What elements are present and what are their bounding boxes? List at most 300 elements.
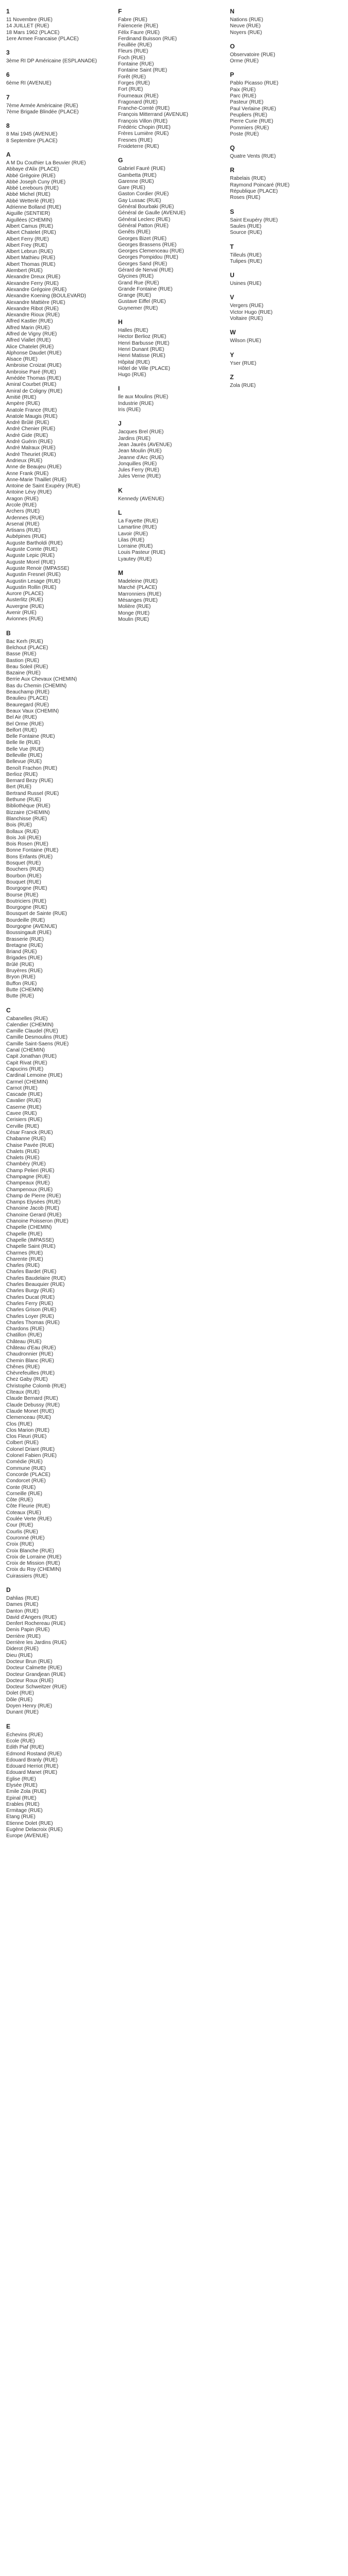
street-link[interactable]: Anne de Beaujeu (RUE)	[6, 464, 62, 470]
street-link[interactable]: Alfred Viallet (RUE)	[6, 337, 51, 344]
street-link[interactable]: Charles Burgy (RUE)	[6, 1288, 55, 1294]
street-link[interactable]: Albert Mathieu (RUE)	[6, 255, 56, 261]
street-link[interactable]: Claude Debussy (RUE)	[6, 1402, 60, 1408]
street-link[interactable]: Dolet (RUE)	[6, 1690, 34, 1697]
street-link[interactable]: Paul Verlaine (RUE)	[230, 106, 276, 112]
street-link[interactable]: Danton (RUE)	[6, 1608, 39, 1614]
street-link[interactable]: Ampère (RUE)	[6, 401, 40, 407]
street-link[interactable]: Fleurs (RUE)	[118, 48, 148, 55]
street-link[interactable]: Croix de Mission (RUE)	[6, 1561, 60, 1567]
street-link[interactable]: Derrière les Jardins (RUE)	[6, 1640, 67, 1646]
street-link[interactable]: Croix Blanche (RUE)	[6, 1548, 54, 1554]
street-link[interactable]: Chapelle Saint (RUE)	[6, 1244, 56, 1250]
street-link[interactable]: Boussingault (RUE)	[6, 930, 52, 936]
street-link[interactable]: Claude Monet (RUE)	[6, 1408, 54, 1414]
street-link[interactable]: Grange (RUE)	[118, 293, 151, 299]
street-link[interactable]: Bruyères (RUE)	[6, 968, 43, 974]
street-link[interactable]: Beauregard (RUE)	[6, 702, 49, 708]
street-link[interactable]: Bourgogne (AVENUE)	[6, 924, 57, 929]
street-link[interactable]: Henri Dunant (RUE)	[118, 346, 164, 352]
street-link[interactable]: Charles Loyer (RUE)	[6, 1313, 54, 1319]
street-link[interactable]: Alsace (RUE)	[6, 357, 38, 363]
street-link[interactable]: Avenir (RUE)	[6, 610, 37, 616]
street-link[interactable]: Denfert Rochereau (RUE)	[6, 1621, 66, 1627]
street-link[interactable]: Champ Pelieri (RUE)	[6, 1167, 55, 1174]
street-link[interactable]: Camille Desmoulins (RUE)	[6, 1035, 68, 1041]
street-link[interactable]: Abbé Michel (RUE)	[6, 192, 51, 198]
street-link[interactable]: Charles Ducat (RUE)	[6, 1294, 55, 1300]
street-link[interactable]: Hôpital (RUE)	[118, 359, 150, 365]
street-link[interactable]: Chênes (RUE)	[6, 1364, 40, 1370]
street-link[interactable]: Kennedy (AVENUE)	[118, 496, 164, 502]
street-link[interactable]: Courlis (RUE)	[6, 1529, 38, 1535]
street-link[interactable]: Bel Orme (RUE)	[6, 721, 44, 727]
street-link[interactable]: Gaston Cordier (RUE)	[118, 191, 169, 197]
street-link[interactable]: Alexandre Dreux (RUE)	[6, 274, 61, 280]
street-link[interactable]: Chanoine Gerard (RUE)	[6, 1212, 62, 1218]
street-link[interactable]: Iris (RUE)	[118, 407, 141, 413]
street-link[interactable]: Docteur Brun (RUE)	[6, 1658, 53, 1665]
street-link[interactable]: Cerville (RUE)	[6, 1123, 39, 1129]
street-link[interactable]: Côte (RUE)	[6, 1497, 33, 1503]
street-link[interactable]: Christophe Colomb (RUE)	[6, 1383, 67, 1389]
street-link[interactable]: Fort (RUE)	[118, 87, 143, 93]
street-link[interactable]: Bousquet de Sainte (RUE)	[6, 911, 67, 917]
street-link[interactable]: Côte Fleurie (RUE)	[6, 1503, 51, 1510]
street-link[interactable]: Benoît Frachon (RUE)	[6, 765, 57, 771]
street-link[interactable]: Chardons (RUE)	[6, 1326, 44, 1332]
street-link[interactable]: Rabelais (RUE)	[230, 176, 266, 182]
street-link[interactable]: Cavee (RUE)	[6, 1111, 37, 1117]
street-link[interactable]: Glycines (RUE)	[118, 274, 154, 280]
street-link[interactable]: Charente (RUE)	[6, 1256, 43, 1262]
street-link[interactable]: Champ de Pierre (RUE)	[6, 1193, 61, 1199]
street-link[interactable]: Bois Rosen (RUE)	[6, 841, 48, 848]
street-link[interactable]: Abbé Joseph Cuny (RUE)	[6, 179, 66, 185]
street-link[interactable]: Anne-Marie Thaillet (RUE)	[6, 477, 67, 483]
street-link[interactable]: Gambetta (RUE)	[118, 172, 157, 178]
street-link[interactable]: Croix de Lorraine (RUE)	[6, 1554, 62, 1560]
street-link[interactable]: Edmond Rostand (RUE)	[6, 1751, 62, 1757]
street-link[interactable]: Calendier (CHEMIN)	[6, 1022, 54, 1028]
street-link[interactable]: Alphonse Daudet (RUE)	[6, 350, 62, 356]
street-link[interactable]: Chalets (RUE)	[6, 1148, 40, 1155]
street-link[interactable]: Bourse (RUE)	[6, 892, 39, 898]
street-link[interactable]: Hôtel de Ville (PLACE)	[118, 365, 170, 371]
street-link[interactable]: Colonel Fabien (RUE)	[6, 1453, 57, 1459]
street-link[interactable]: Peupliers (RUE)	[230, 112, 268, 118]
street-link[interactable]: Yser (RUE)	[230, 360, 257, 366]
street-link[interactable]: Pasteur (RUE)	[230, 99, 264, 106]
street-link[interactable]: République (PLACE)	[230, 189, 278, 195]
street-link[interactable]: Docteur Calmette (RUE)	[6, 1665, 62, 1671]
street-link[interactable]: Bellevue (RUE)	[6, 759, 42, 765]
street-link[interactable]: Île aux Moulins (RUE)	[118, 394, 169, 400]
street-link[interactable]: Frédéric Chopin (RUE)	[118, 125, 171, 131]
street-link[interactable]: Diderot (RUE)	[6, 1646, 39, 1652]
street-link[interactable]: Abbé Lerebours (RUE)	[6, 185, 59, 192]
street-link[interactable]: André Chenier (RUE)	[6, 426, 56, 432]
street-link[interactable]: François Villon (RUE)	[118, 118, 168, 124]
street-link[interactable]: 7ème Armée Américaine (RUE)	[6, 103, 78, 109]
street-link[interactable]: Bourgogne (RUE)	[6, 886, 47, 892]
street-link[interactable]: Pablo Picasso (RUE)	[230, 80, 278, 87]
street-link[interactable]: Champeaux (RUE)	[6, 1180, 50, 1187]
street-link[interactable]: Fabre (RUE)	[118, 17, 147, 23]
street-link[interactable]: Champagne (RUE)	[6, 1174, 51, 1180]
street-link[interactable]: Champenoux (RUE)	[6, 1187, 53, 1193]
street-link[interactable]: Bertrand Russel (RUE)	[6, 790, 59, 796]
street-link[interactable]: Raymond Poincaré (RUE)	[230, 182, 290, 188]
street-link[interactable]: Bouquet (RUE)	[6, 879, 41, 885]
street-link[interactable]: Charles Ferry (RUE)	[6, 1300, 54, 1307]
street-link[interactable]: Albert Camus (RUE)	[6, 223, 54, 229]
street-link[interactable]: Bas du Chemin (CHEMIN)	[6, 683, 67, 689]
street-link[interactable]: Albert Frey (RUE)	[6, 242, 47, 248]
street-link[interactable]: Docteur Roux (RUE)	[6, 1677, 54, 1684]
street-link[interactable]: Lavoir (RUE)	[118, 531, 148, 537]
street-link[interactable]: Denis Papin (RUE)	[6, 1627, 50, 1633]
street-link[interactable]: Bourgogne (RUE)	[6, 905, 47, 911]
street-link[interactable]: Victor Hugo (RUE)	[230, 309, 273, 315]
street-link[interactable]: Charles Thomas (RUE)	[6, 1319, 60, 1326]
street-link[interactable]: Alice Chatelet (RUE)	[6, 344, 54, 350]
street-link[interactable]: Bibliothèque (RUE)	[6, 803, 51, 809]
street-link[interactable]: Bethune (RUE)	[6, 797, 41, 803]
street-link[interactable]: Molière (RUE)	[118, 604, 151, 610]
street-link[interactable]: Briand (RUE)	[6, 949, 37, 955]
street-link[interactable]: Brigades (RUE)	[6, 955, 43, 961]
street-link[interactable]: Zola (RUE)	[230, 382, 256, 388]
street-link[interactable]: Brûlé (RUE)	[6, 961, 34, 968]
street-link[interactable]: Église (RUE)	[6, 1776, 36, 1782]
street-link[interactable]: Ermitage (RUE)	[6, 1808, 43, 1814]
street-link[interactable]: Charles Bardet (RUE)	[6, 1269, 57, 1275]
street-link[interactable]: Alexandre Grégoire (RUE)	[6, 286, 67, 293]
street-link[interactable]: 1ere Armee Francaise (PLACE)	[6, 36, 79, 42]
street-link[interactable]: Aragon (RUE)	[6, 496, 39, 502]
street-link[interactable]: Genêts (RUE)	[118, 229, 151, 235]
street-link[interactable]: 6ème RI (AVENUE)	[6, 80, 52, 87]
street-link[interactable]: Fontaine (RUE)	[118, 61, 154, 67]
street-link[interactable]: Georges Clemenceau (RUE)	[118, 248, 184, 255]
street-link[interactable]: Chez Gaby (RUE)	[6, 1377, 48, 1383]
street-link[interactable]: Clos Fleuri (RUE)	[6, 1434, 47, 1440]
street-link[interactable]: Abbé Grégoire (RUE)	[6, 173, 56, 179]
street-link[interactable]: Arsenal (RUE)	[6, 521, 40, 527]
street-link[interactable]: Andrieux (RUE)	[6, 457, 43, 464]
street-link[interactable]: Gustave Eiffel (RUE)	[118, 299, 166, 305]
street-link[interactable]: Alfred Marin (RUE)	[6, 325, 50, 331]
street-link[interactable]: Feuillée (RUE)	[118, 42, 152, 48]
street-link[interactable]: Erables (RUE)	[6, 1801, 40, 1807]
street-link[interactable]: Dunant (RUE)	[6, 1709, 39, 1716]
street-link[interactable]: Boutriciers (RUE)	[6, 898, 46, 904]
street-link[interactable]: Industrie (RUE)	[118, 400, 154, 406]
street-link[interactable]: 18 Mars 1962 (PLACE)	[6, 29, 60, 36]
street-link[interactable]: Clos Marion (RUE)	[6, 1427, 49, 1433]
street-link[interactable]: Edith Piaf (RUE)	[6, 1744, 44, 1751]
street-link[interactable]: Gare (RUE)	[118, 185, 145, 191]
street-link[interactable]: Caserne (RUE)	[6, 1104, 42, 1110]
street-link[interactable]: Butte (CHEMIN)	[6, 987, 44, 993]
street-link[interactable]: Général Leclerc (RUE)	[118, 216, 171, 223]
street-link[interactable]: Albert Lebrun (RUE)	[6, 249, 53, 255]
street-link[interactable]: Auguste Lepic (RUE)	[6, 553, 55, 559]
street-link[interactable]: Vergers (RUE)	[230, 303, 264, 309]
street-link[interactable]: Bourdeille (RUE)	[6, 917, 45, 923]
street-link[interactable]: 11 Novembre (RUE)	[6, 17, 53, 23]
street-link[interactable]: Poste (RUE)	[230, 131, 259, 137]
street-link[interactable]: Guynemer (RUE)	[118, 305, 158, 311]
street-link[interactable]: Auguste Bartholdi (RUE)	[6, 540, 63, 546]
street-link[interactable]: Lamartine (RUE)	[118, 524, 157, 531]
street-link[interactable]: Alexandre Mattière (RUE)	[6, 299, 65, 306]
street-link[interactable]: Amiral Courbet (RUE)	[6, 382, 57, 388]
street-link[interactable]: Source (RUE)	[230, 230, 262, 236]
street-link[interactable]: Commune (RUE)	[6, 1465, 46, 1471]
street-link[interactable]: André Malraux (RUE)	[6, 445, 56, 451]
street-link[interactable]: Couronné (RUE)	[6, 1535, 45, 1541]
street-link[interactable]: Abbaye d'Alix (PLACE)	[6, 166, 59, 173]
street-link[interactable]: Clemenceau (RUE)	[6, 1415, 51, 1421]
street-link[interactable]: Bizzaire (CHEMIN)	[6, 809, 50, 816]
street-link[interactable]: Bonne Fontaine (RUE)	[6, 848, 59, 854]
street-link[interactable]: Charles Grison (RUE)	[6, 1307, 57, 1313]
street-link[interactable]: Bouchers (RUE)	[6, 867, 44, 873]
street-link[interactable]: Hugo (RUE)	[118, 372, 146, 378]
street-link[interactable]: Amédée Thomas (RUE)	[6, 376, 61, 382]
street-link[interactable]: Beaux Vaux (CHEMIN)	[6, 708, 59, 714]
street-link[interactable]: Émile Zola (RUE)	[6, 1789, 46, 1795]
street-link[interactable]: Jacques Brel (RUE)	[118, 429, 164, 435]
street-link[interactable]: Parc (RUE)	[230, 93, 257, 99]
street-link[interactable]: Forges (RUE)	[118, 80, 150, 86]
street-link[interactable]: Albert Ferry (RUE)	[6, 236, 49, 242]
street-link[interactable]: Auguste Renoir (IMPASSE)	[6, 565, 70, 571]
street-link[interactable]: Avionnes (RUE)	[6, 616, 43, 622]
street-link[interactable]: Anatole Maugis (RUE)	[6, 413, 58, 419]
street-link[interactable]: Hector Berlioz (RUE)	[118, 334, 167, 340]
street-link[interactable]: Chanoine Jacob (RUE)	[6, 1206, 59, 1212]
street-link[interactable]: Aurore (PLACE)	[6, 591, 44, 597]
street-link[interactable]: Alfred de Vigny (RUE)	[6, 331, 57, 337]
street-link[interactable]: Aigullées (CHEMIN)	[6, 217, 53, 223]
street-link[interactable]: Camille Claudel (RUE)	[6, 1028, 58, 1035]
street-link[interactable]: Bois Joli (RUE)	[6, 835, 41, 841]
street-link[interactable]: Cavalier (RUE)	[6, 1098, 41, 1104]
street-link[interactable]: César Franck (RUE)	[6, 1129, 53, 1136]
street-link[interactable]: Doyen Henry (RUE)	[6, 1703, 52, 1709]
street-link[interactable]: Docteur Schweitzer (RUE)	[6, 1684, 67, 1690]
street-link[interactable]: Madeleine (RUE)	[118, 579, 158, 585]
street-link[interactable]: Capit Rivat (RUE)	[6, 1060, 47, 1066]
street-link[interactable]: Neuve (RUE)	[230, 23, 261, 29]
street-link[interactable]: Bretagne (RUE)	[6, 942, 43, 948]
street-link[interactable]: Bastion (RUE)	[6, 657, 39, 664]
street-link[interactable]: Fresnes (RUE)	[118, 137, 153, 143]
street-link[interactable]: Chatillon (RUE)	[6, 1332, 42, 1338]
street-link[interactable]: Georges Bizet (RUE)	[118, 235, 167, 242]
street-link[interactable]: Butte (RUE)	[6, 993, 34, 999]
street-link[interactable]: Édouard Manet (RUE)	[6, 1770, 57, 1776]
street-link[interactable]: Cîteaux (RUE)	[6, 1389, 40, 1396]
street-link[interactable]: Croix (RUE)	[6, 1541, 34, 1548]
street-link[interactable]: Château d'Eau (RUE)	[6, 1345, 56, 1351]
street-link[interactable]: Anne Frank (RUE)	[6, 470, 49, 477]
street-link[interactable]: Camille Saint-Saens (RUE)	[6, 1041, 69, 1047]
street-link[interactable]: Charmes (RUE)	[6, 1250, 43, 1256]
street-link[interactable]: Bourbon (RUE)	[6, 873, 42, 879]
street-link[interactable]: Bernard Bezy (RUE)	[6, 778, 54, 784]
street-link[interactable]: Félix Faure (RUE)	[118, 29, 160, 36]
street-link[interactable]: Gérard de Nerval (RUE)	[118, 267, 174, 273]
street-link[interactable]: Jules Ferry (RUE)	[118, 467, 160, 473]
street-link[interactable]: Dahlias (RUE)	[6, 1595, 39, 1601]
street-link[interactable]: Aubépines (RUE)	[6, 534, 46, 540]
street-link[interactable]: Georges Sand (RUE)	[118, 261, 168, 267]
street-link[interactable]: 3ème RI DP Américaine (ESPLANADE)	[6, 58, 97, 64]
street-link[interactable]: Croix du Roy (CHEMIN)	[6, 1567, 61, 1573]
street-link[interactable]: Beaulieu (PLACE)	[6, 696, 48, 702]
street-link[interactable]: Quatre Vents (RUE)	[230, 154, 276, 160]
street-link[interactable]: Pommiers (RUE)	[230, 125, 269, 131]
street-link[interactable]: Nations (RUE)	[230, 17, 263, 23]
street-link[interactable]: Georges Pompidou (RUE)	[118, 255, 178, 261]
street-link[interactable]: Capit Jonathan (RUE)	[6, 1054, 57, 1060]
street-link[interactable]: Jean Moulin (RUE)	[118, 448, 162, 454]
street-link[interactable]: Foch (RUE)	[118, 55, 145, 61]
street-link[interactable]: Austerlitz (RUE)	[6, 597, 43, 603]
street-link[interactable]: Berlioz (RUE)	[6, 771, 38, 777]
street-link[interactable]: Capucins (RUE)	[6, 1066, 44, 1072]
street-link[interactable]: Amitié (RUE)	[6, 394, 37, 400]
street-link[interactable]: Pierre Curie (RUE)	[230, 118, 273, 125]
street-link[interactable]: Champs Elysées (RUE)	[6, 1199, 61, 1206]
street-link[interactable]: Beau Soleil (RUE)	[6, 664, 48, 670]
street-link[interactable]: Carmel (CHEMIN)	[6, 1079, 48, 1085]
street-link[interactable]: Bollaux (RUE)	[6, 828, 39, 835]
street-link[interactable]: Colonel Driant (RUE)	[6, 1446, 55, 1452]
street-link[interactable]: André Brûlé (RUE)	[6, 420, 49, 426]
street-link[interactable]: Amiral de Coligny (RUE)	[6, 388, 62, 394]
street-link[interactable]: 14 JUILLET (RUE)	[6, 23, 49, 29]
street-link[interactable]: Cuirassiers (RUE)	[6, 1573, 48, 1579]
street-link[interactable]: Antoine de Saint Exupéry (RUE)	[6, 483, 80, 489]
street-link[interactable]: Charles Beauquier (RUE)	[6, 1282, 65, 1288]
street-link[interactable]: Wilson (RUE)	[230, 338, 261, 344]
street-link[interactable]: Beauchamp (RUE)	[6, 689, 49, 696]
street-link[interactable]: Charles (RUE)	[6, 1263, 40, 1269]
street-link[interactable]: Saint Exupéry (RUE)	[230, 217, 278, 223]
street-link[interactable]: Albert Thomas (RUE)	[6, 261, 56, 267]
street-link[interactable]: 8 Septembre (PLACE)	[6, 138, 58, 144]
street-link[interactable]: Cour (RUE)	[6, 1522, 34, 1529]
street-link[interactable]: Cabanelles (RUE)	[6, 1015, 48, 1022]
street-link[interactable]: André Gide (RUE)	[6, 432, 48, 438]
street-link[interactable]: Belchout (PLACE)	[6, 645, 48, 651]
street-link[interactable]: Chemin Blanc (RUE)	[6, 1358, 54, 1364]
street-link[interactable]: Gay Lussac (RUE)	[118, 197, 161, 204]
street-link[interactable]: Arcole (RUE)	[6, 502, 37, 508]
street-link[interactable]: Alexandre Ferry (RUE)	[6, 280, 59, 286]
street-link[interactable]: Henri Barbusse (RUE)	[118, 340, 170, 346]
street-link[interactable]: Édouard Herriot (RUE)	[6, 1764, 59, 1770]
street-link[interactable]: Faïencerie (RUE)	[118, 23, 158, 29]
street-link[interactable]: Corneille (RUE)	[6, 1490, 43, 1497]
street-link[interactable]: Artisans (RUE)	[6, 528, 41, 534]
street-link[interactable]: Belle Ile (RUE)	[6, 740, 41, 746]
street-link[interactable]: 8 Mai 1945 (AVENUE)	[6, 131, 58, 138]
street-link[interactable]: Derrière (RUE)	[6, 1633, 41, 1639]
street-link[interactable]: Louis Pasteur (RUE)	[118, 550, 165, 556]
street-link[interactable]: Eugène Delacroix (RUE)	[6, 1827, 63, 1833]
street-link[interactable]: Carnot (RUE)	[6, 1085, 38, 1091]
street-link[interactable]: Saules (RUE)	[230, 223, 262, 229]
street-link[interactable]: Fontaine Saint (RUE)	[118, 67, 168, 74]
street-link[interactable]: 7ème Brigade Blindée (PLACE)	[6, 109, 79, 115]
street-link[interactable]: Bosquet (RUE)	[6, 860, 41, 867]
street-link[interactable]: Grande Fontaine (RUE)	[118, 286, 173, 292]
street-link[interactable]: Bazaine (RUE)	[6, 670, 41, 676]
street-link[interactable]: Berrie Aux Chevaux (CHEMIN)	[6, 676, 77, 683]
street-link[interactable]: Ambroise Paré (RUE)	[6, 369, 56, 375]
street-link[interactable]: Marché (PLACE)	[118, 585, 157, 591]
street-link[interactable]: Garenne (RUE)	[118, 178, 154, 184]
street-link[interactable]: Chapelle (IMPASSE)	[6, 1237, 54, 1243]
street-link[interactable]: Jeanne d'Arc (RUE)	[118, 454, 164, 461]
street-link[interactable]: Chaudronnier (RUE)	[6, 1351, 54, 1358]
street-link[interactable]: Coulée Verte (RUE)	[6, 1516, 52, 1522]
street-link[interactable]: Conte (RUE)	[6, 1484, 36, 1490]
street-link[interactable]: Belleville (RUE)	[6, 752, 43, 758]
street-link[interactable]: Noyers (RUE)	[230, 29, 262, 36]
street-link[interactable]: Charles Baudelaire (RUE)	[6, 1275, 66, 1281]
street-link[interactable]: Henri Matisse (RUE)	[118, 353, 165, 359]
street-link[interactable]: Clos (RUE)	[6, 1421, 32, 1427]
street-link[interactable]: Anatole France (RUE)	[6, 407, 57, 413]
street-link[interactable]: Bons Enfants (RUE)	[6, 854, 53, 860]
street-link[interactable]: Voltaire (RUE)	[230, 316, 263, 322]
street-link[interactable]: A M Du Couthier La Beuvier (RUE)	[6, 160, 86, 166]
street-link[interactable]: Europe (AVENUE)	[6, 1833, 49, 1839]
street-link[interactable]: Comédie (RUE)	[6, 1459, 43, 1465]
street-link[interactable]: Cardinal Lemoine (RUE)	[6, 1073, 62, 1079]
street-link[interactable]: Chapelle (RUE)	[6, 1231, 43, 1237]
street-link[interactable]: Adrienne Bolland (RUE)	[6, 205, 61, 211]
street-link[interactable]: Lyautey (RUE)	[118, 556, 152, 562]
street-link[interactable]: Chapelle (CHEMIN)	[6, 1225, 52, 1231]
street-link[interactable]: Concorde (PLACE)	[6, 1471, 51, 1478]
street-link[interactable]: Chanoine Poisseron (RUE)	[6, 1218, 69, 1225]
street-link[interactable]: Bert (RUE)	[6, 784, 31, 790]
street-link[interactable]: Lilas (RUE)	[118, 537, 145, 543]
street-link[interactable]: Belle Vue (RUE)	[6, 746, 44, 752]
street-link[interactable]: Chabanne (RUE)	[6, 1136, 46, 1142]
street-link[interactable]: Moulin (RUE)	[118, 616, 150, 622]
street-link[interactable]: Abbé Wetterlé (RUE)	[6, 198, 55, 204]
street-link[interactable]: Auvergne (RUE)	[6, 603, 44, 609]
street-link[interactable]: Colbert (RUE)	[6, 1440, 39, 1446]
street-link[interactable]: Franche-Comté (RUE)	[118, 106, 170, 112]
street-link[interactable]: Grand Rue (RUE)	[118, 280, 159, 286]
street-link[interactable]: Alexandre Koening (BOULEVARD)	[6, 293, 86, 299]
street-link[interactable]: Monge (RUE)	[118, 610, 150, 616]
street-link[interactable]: François Mitterrand (AVENUE)	[118, 112, 188, 118]
street-link[interactable]: Jean Jaurès (AVENUE)	[118, 442, 172, 448]
street-link[interactable]: Chaise Pavée (RUE)	[6, 1142, 54, 1148]
street-link[interactable]: Etang (RUE)	[6, 1814, 36, 1820]
